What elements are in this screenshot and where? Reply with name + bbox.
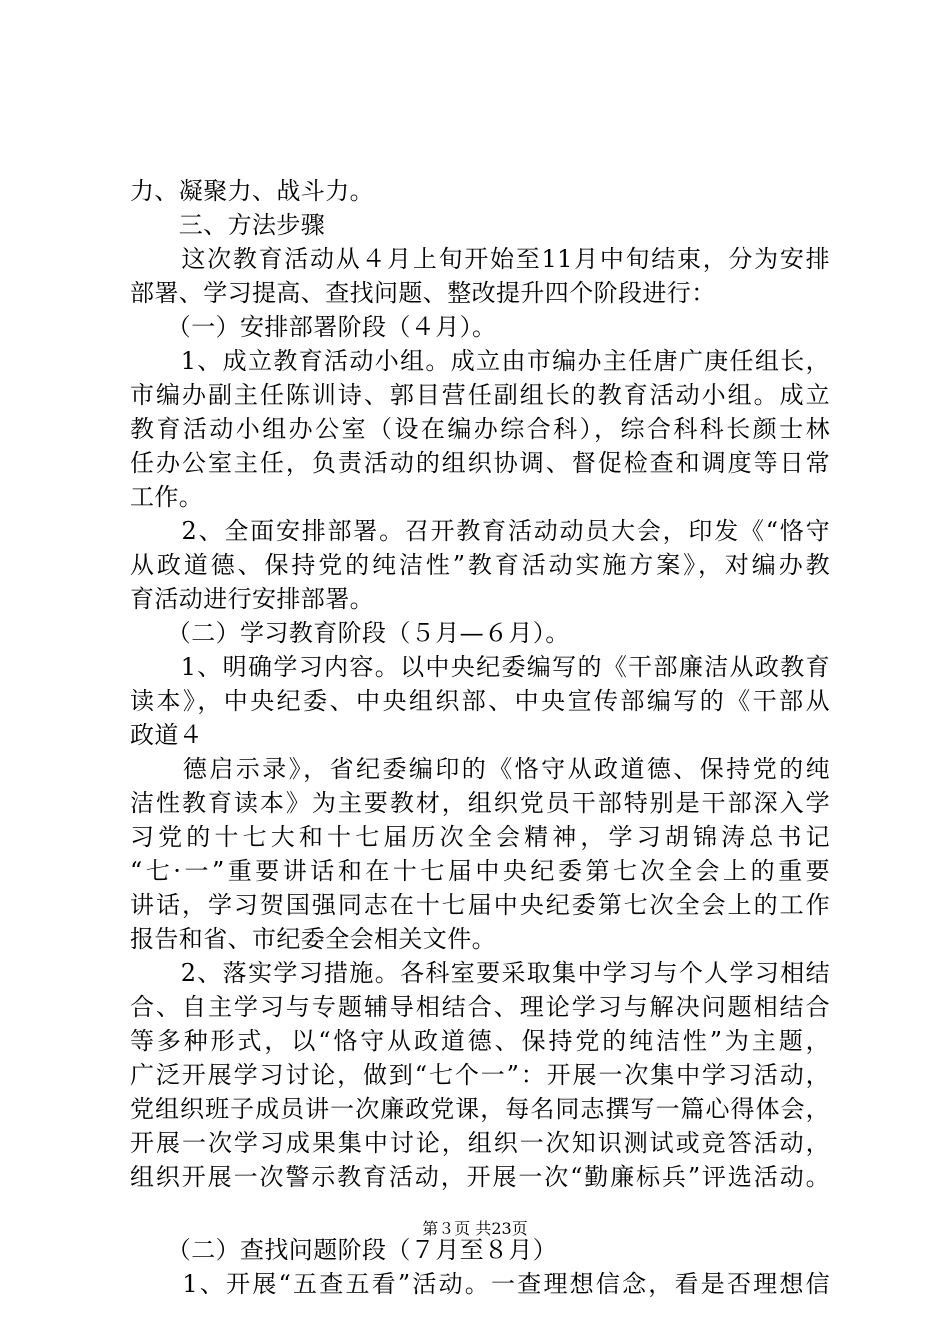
text-line: 2、全面安排部署。召开教育活动动员大会，印发《“恪守 (130, 517, 830, 545)
text-line: 1、明确学习内容。以中央纪委编写的《干部廉洁从政教育 (130, 653, 830, 681)
text-line: 任办公室主任，负责活动的组织协调、督促检查和调度等日常 (130, 449, 830, 477)
page-number-footer: 第３页 共23页 (422, 1219, 528, 1238)
text-line: 工作。 (130, 483, 204, 511)
text-line: 合、自主学习与专题辅导相结合、理论学习与解决问题相结合 (130, 993, 830, 1021)
subsection-heading: （二）学习教育阶段（５月—６月）。 (130, 619, 570, 647)
text-line: 报告和省、市纪委全会相关文件。 (130, 925, 496, 953)
text-line: 讲话，学习贺国强同志在十七届中央纪委第七次全会上的工作 (130, 891, 830, 919)
text-line: 力、凝聚力、战斗力。 (130, 177, 374, 205)
text-line: 1、成立教育活动小组。成立由市编办主任唐广庚任组长， (130, 347, 830, 375)
text-line: 等多种形式，以“恪守从政道德、保持党的纯洁性”为主题， (130, 1027, 830, 1055)
text-line: 洁性教育读本》为主要教材，组织党员干部特别是干部深入学 (130, 789, 830, 817)
text-line: 1、开展“五查五看”活动。一查理想信念，看是否理想信 (130, 1270, 830, 1298)
text-line: 开展一次学习成果集中讨论，组织一次知识测试或竞答活动， (130, 1129, 830, 1157)
text-line: 部署、学习提高、查找问题、整改提升四个阶段进行： (130, 279, 716, 307)
document-body (130, 174, 830, 1301)
text-line: 德启示录》，省纪委编印的《恪守从政道德、保持党的纯 (130, 755, 830, 783)
text-line: 育活动进行安排部署。 (130, 585, 374, 613)
text-line: 党组织班子成员讲一次廉政党课，每名同志撰写一篇心得体会， (130, 1095, 830, 1123)
text-line: 2、落实学习措施。各科室要采取集中学习与个人学习相结 (130, 959, 830, 987)
text-line: “七·一”重要讲话和在十七届中央纪委第七次全会上的重要 (130, 857, 830, 885)
text-line: 教育活动小组办公室（设在编办综合科），综合科科长颜士林 (130, 415, 830, 443)
text-line: 读本》，中央纪委、中央组织部、中央宣传部编写的《干部从 (130, 687, 830, 715)
text-line: 政道４ (130, 721, 204, 749)
text-line: 市编办副主任陈训诗、郭目营任副组长的教育活动小组。成立 (130, 381, 830, 409)
subsection-heading: （一）安排部署阶段（４月）。 (130, 313, 497, 341)
subsection-heading: （二）查找问题阶段（７月至８月） (130, 1236, 558, 1264)
text-line: 从政道德、保持党的纯洁性”教育活动实施方案》，对编办教 (130, 551, 830, 579)
text-line: 组织开展一次警示教育活动，开展一次“勤廉标兵”评选活动。 (130, 1163, 830, 1191)
text-line: 习党的十七大和十七届历次全会精神，学习胡锦涛总书记 (130, 823, 830, 851)
text-line: 广泛开展学习讨论，做到“七个一”：开展一次集中学习活动， (130, 1061, 830, 1089)
text-line: 这次教育活动从４月上旬开始至11月中旬结束，分为安排 (130, 245, 830, 273)
section-heading: 三、方法步骤 (130, 211, 326, 239)
